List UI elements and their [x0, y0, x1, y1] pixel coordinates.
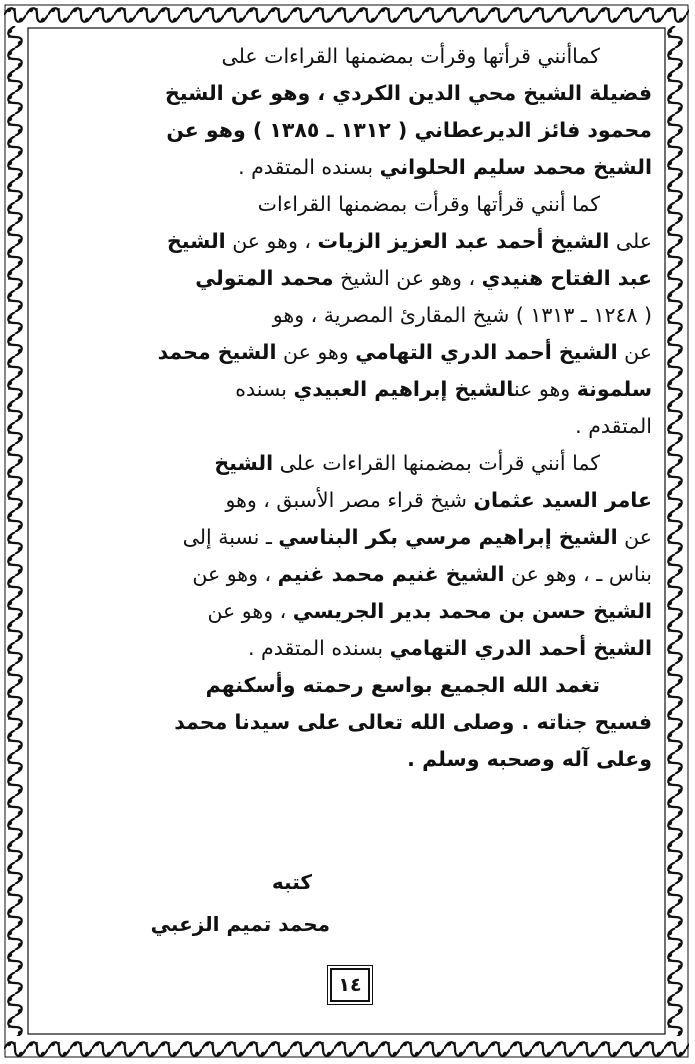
text-segment: وهو عن — [513, 377, 577, 401]
bold-text-segment: سلمونة — [576, 377, 652, 401]
text-line — [92, 741, 652, 778]
bold-text-segment: الشيخ غنيم محمد غنيم — [277, 562, 505, 586]
text-line — [92, 408, 652, 445]
bold-text-segment: الشيخ — [214, 451, 274, 475]
bold-text-segment: وعلى آله وصحبه وسلم . — [407, 747, 652, 771]
bold-text-segment: تغمد الله الجميع بواسع رحمته وأسكنهم — [205, 673, 600, 697]
text-segment: ( ١٢٤٨ ـ ١٣١٣ ) شيخ المقارئ المصرية ، وهو — [272, 303, 652, 327]
bold-text-segment: محمد المتولي — [195, 266, 334, 290]
text-line — [92, 223, 652, 260]
text-line — [92, 112, 652, 149]
text-line — [92, 75, 652, 112]
bold-text-segment: عامر السيد عثمان — [473, 488, 652, 512]
text-segment: ، وهو عن — [207, 599, 293, 623]
body-text — [92, 38, 652, 778]
text-line — [92, 519, 652, 556]
text-line — [92, 593, 652, 630]
text-segment: على — [609, 229, 652, 253]
border-right — [667, 26, 689, 1036]
paragraph — [92, 186, 652, 445]
border-top — [4, 4, 689, 26]
signature-name: محمد تميم الزعبي — [150, 912, 330, 936]
text-segment: المتقدم . — [575, 414, 652, 438]
bold-text-segment: الشيخ محمد — [157, 340, 277, 364]
page-number: ١٤ — [330, 968, 370, 1002]
text-segment: كما أنني قرأت بمضمنها القراءات على — [273, 451, 600, 475]
text-line — [92, 38, 652, 75]
text-segment: ، وهو عن — [192, 562, 278, 586]
text-segment: بسنده المتقدم . — [238, 155, 380, 179]
text-segment: بسنده المتقدم . — [248, 636, 390, 660]
text-segment: كما أنني قرأتها وقرأت بمضمنها القراءات — [257, 192, 600, 216]
text-segment: شيخ قراء مصر الأسبق ، وهو — [225, 488, 474, 512]
text-line — [92, 445, 652, 482]
text-line — [92, 556, 652, 593]
bold-text-segment: الشيخ إبراهيم مرسي بكر البناسي — [278, 525, 618, 549]
text-line — [92, 297, 652, 334]
text-segment: بسنده — [235, 377, 294, 401]
text-line — [92, 704, 652, 741]
bold-text-segment: الشيخ أحمد الدري التهامي — [389, 636, 652, 660]
text-line — [92, 630, 652, 667]
text-segment: ، وهو عن الشيخ — [333, 266, 482, 290]
text-line — [92, 260, 652, 297]
bold-text-segment: محمود فائز الديرعطاني ( ١٣١٢ ـ ١٣٨٥ ) وهو عن — [166, 118, 652, 142]
text-line — [92, 334, 652, 371]
text-segment: ، وهو عن — [225, 229, 318, 253]
bold-text-segment: عبد الفتاح هنيدي — [481, 266, 652, 290]
bold-text-segment: الشيخ محمد سليم الحلواني — [379, 155, 652, 179]
bold-text-segment: فضيلة الشيخ محي الدين الكردي ، وهو عن الشيخ — [164, 81, 652, 105]
bold-text-segment: الشيخ حسن بن محمد بدير الجريسي — [292, 599, 652, 623]
bold-text-segment: الشيخ — [166, 229, 226, 253]
text-segment: عن — [617, 340, 652, 364]
bold-text-segment: الشيخ إبراهيم العبيدي — [293, 377, 514, 401]
text-segment: كماأنني قرأتها وقرأت بمضمنها القراءات على — [221, 44, 600, 68]
text-line — [92, 149, 652, 186]
text-segment: ـ نسبة إلى — [182, 525, 279, 549]
bold-text-segment: الشيخ أحمد عبد العزيز الزيات — [317, 229, 610, 253]
text-segment: بناس ـ ، وهو عن — [504, 562, 652, 586]
text-line — [92, 482, 652, 519]
bold-text-segment: الشيخ أحمد الدري التهامي — [355, 340, 618, 364]
paragraph — [92, 667, 652, 778]
text-line — [92, 667, 652, 704]
text-line — [92, 371, 652, 408]
signature-label: كتبه — [271, 870, 312, 894]
paragraph — [92, 38, 652, 186]
text-segment: عن — [617, 525, 652, 549]
paragraph — [92, 445, 652, 667]
text-line — [92, 186, 652, 223]
border-left — [4, 26, 26, 1036]
text-segment: وهو عن — [276, 340, 356, 364]
bold-text-segment: فسيح جناته . وصلى الله تعالى على سيدنا محمد — [174, 710, 652, 734]
border-bottom — [4, 1036, 689, 1058]
